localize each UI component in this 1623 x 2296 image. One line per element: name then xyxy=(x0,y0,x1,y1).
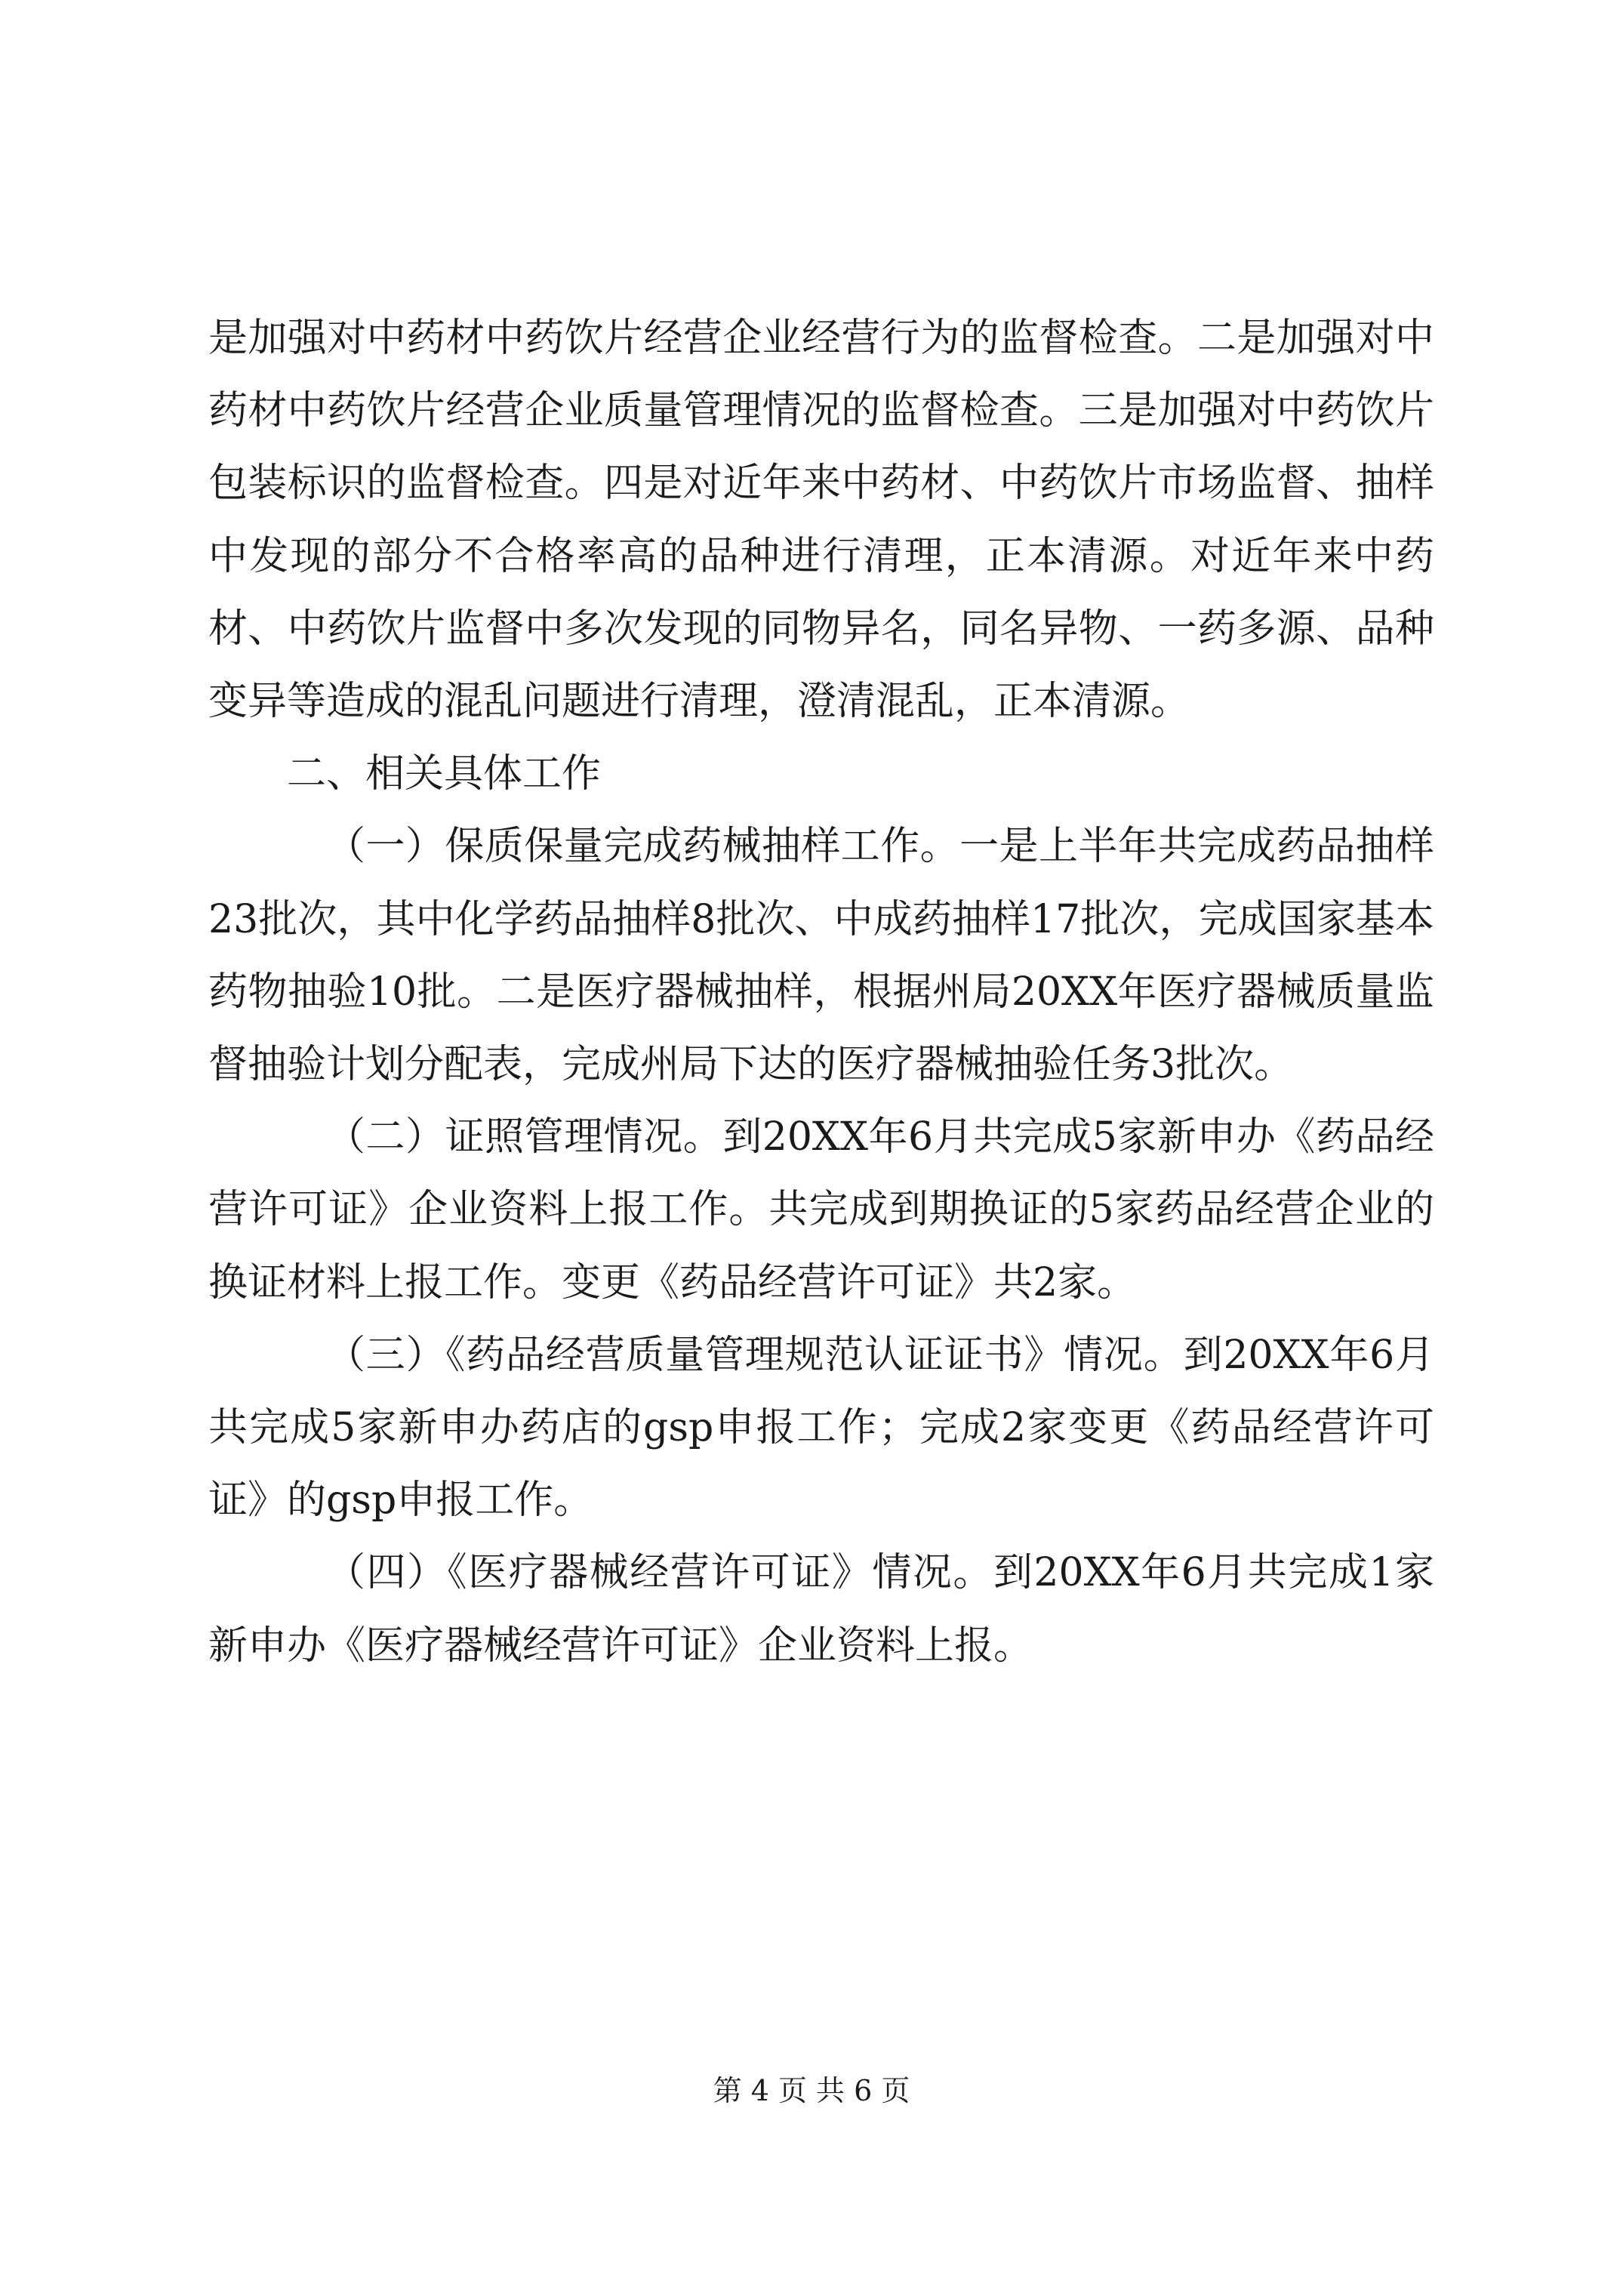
section-heading: 二、相关具体工作 xyxy=(287,751,602,797)
paragraph-gsp: （三）《药品经营质量管理规范认证证书》情况。到20XX年6月共完成5家新申办药店的gsp申报工作；完成2家变更《药品经营许可证》的gsp申报工作。 xyxy=(208,1332,1434,1524)
document-body xyxy=(208,302,1434,1682)
paragraph-sampling: （一）保质保量完成药械抽样工作。一是上半年共完成药品抽样23批次，其中化学药品抽样8批次、中成药抽样17批次，完成国家基本药物抽验10批。二是医疗器械抽样，根据州局20XX年医疗器械质量监督抽验计划分配表，完成州局下达的医疗器械抽验任务3批次。 xyxy=(208,824,1434,1088)
paragraph-licenses: （二）证照管理情况。到20XX年6月共完成5家新申办《药品经营许可证》企业资料上报工作。共完成到期换证的5家药品经营企业的换证材料上报工作。变更《药品经营许可证》共2家。 xyxy=(208,1114,1434,1305)
page-footer: 第 4 页 共 6 页 xyxy=(713,2074,910,2107)
paragraph-device-license: （四）《医疗器械经营许可证》情况。到20XX年6月共完成1家新申办《医疗器械经营许可证》企业资料上报。 xyxy=(208,1550,1434,1669)
paragraph-continued: 是加强对中药材中药饮片经营企业经营行为的监督检查。二是加强对中药材中药饮片经营企业质量管理情况的监督检查。三是加强对中药饮片包装标识的监督检查。四是对近年来中药材、中药饮片市场监督、抽样中发现的部分不合格率高的品种进行清理，正本清源。对近年来中药材、中药饮片监督中多次发现的同物异名，同名异物、一药多源、品种变异等造成的混乱问题进行清理，澄清混乱，正本清源。 xyxy=(208,316,1434,725)
